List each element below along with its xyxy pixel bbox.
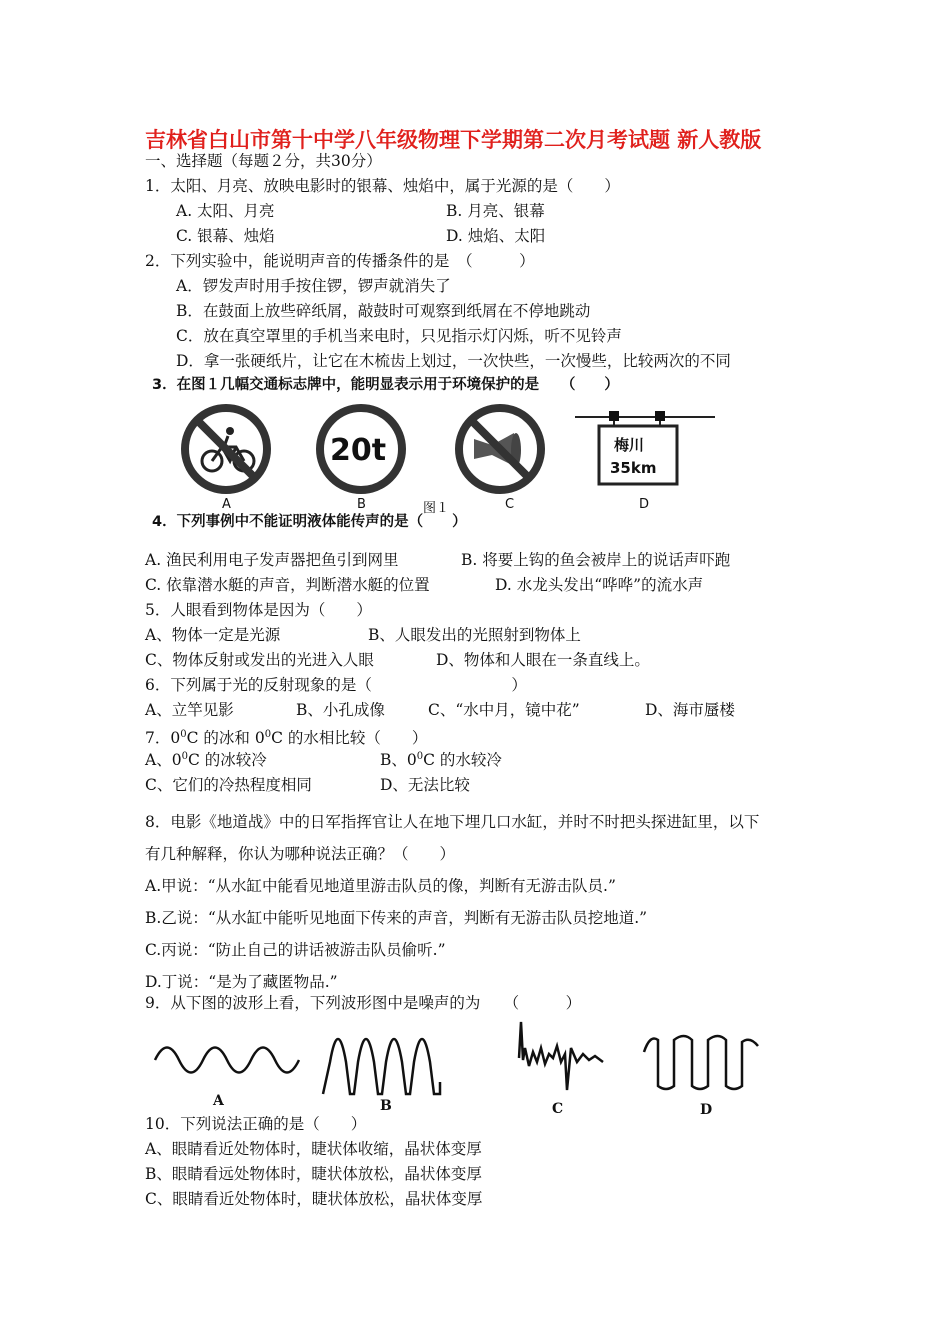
q7-option-d: D、无法比较 <box>380 776 470 794</box>
q7-option-b: B、$0^0C$ 的水较冷 <box>380 751 502 770</box>
sign-b-text: 20t <box>330 433 387 468</box>
q1-option-c: C. 银幕、烛焰 <box>176 227 275 245</box>
q2-option-b: B．在鼓面上放些碎纸屑，敲鼓时可观察到纸屑在不停地跳动 <box>176 302 591 320</box>
waveform-label-d: D <box>700 1102 713 1118</box>
question-10-stem: 10．下列说法正确的是（ ） <box>145 1115 367 1133</box>
question-8-stem-line2: 有几种解释，你认为哪种说法正确？（ ） <box>145 845 456 863</box>
sign-label-b: B <box>357 497 366 512</box>
question-7-stem: 7．$0^0C$ 的冰和 $0^0C$ 的水相比较（ ） <box>145 729 428 748</box>
q2-option-d: D．拿一张硬纸片，让它在木梳齿上划过，一次快些，一次慢些，比较两次的不同 <box>176 352 731 370</box>
q5-option-d: D、物体和人眼在一条直线上。 <box>436 651 650 669</box>
figure-caption: 图１ <box>423 501 450 516</box>
q8-option-c: C.丙说：“防止自己的讲话被游击队员偷听.” <box>145 941 446 959</box>
waveform-a <box>150 1030 300 1080</box>
q8-option-d: D.丁说：“是为了藏匿物品.” <box>145 973 338 991</box>
q8-option-b: B.乙说：“从水缸中能听见地面下传来的声音，判断有无游击队员挖地道.” <box>145 909 648 927</box>
sign-d-place: 梅川 <box>614 436 645 454</box>
q10-option-b: B、眼睛看远处物体时，睫状体放松，晶状体变厚 <box>145 1165 482 1183</box>
question-2-stem: 2．下列实验中，能说明声音的传播条件的是 （ ） <box>145 252 535 270</box>
waveform-label-c: C <box>552 1101 564 1117</box>
q4-option-b: B. 将要上钩的鱼会被岸上的说话声吓跑 <box>461 551 731 569</box>
q7-option-a: A、$0^0C$ 的冰较冷 <box>145 751 267 770</box>
q8-option-a: A.甲说：“从水缸中能看见地道里游击队员的像，判断有无游击队员.” <box>145 877 616 895</box>
sign-no-bicycle <box>178 403 276 497</box>
q6-option-b: B、小孔成像 <box>296 701 385 719</box>
sign-label-c: C <box>505 497 515 512</box>
q6-option-d: D、海市蜃楼 <box>645 701 735 719</box>
sign-d-distance: 35km <box>610 459 657 477</box>
q2-option-c: C．放在真空罩里的手机当来电时，只见指示灯闪烁，听不见铃声 <box>176 327 622 345</box>
q1-option-b: B. 月亮、银幕 <box>446 202 545 220</box>
sign-label-a: A <box>222 497 231 512</box>
question-1-stem: 1．太阳、月亮、放映电影时的银幕、烛焰中，属于光源的是（ ） <box>145 177 620 195</box>
waveform-label-a: A <box>213 1093 224 1109</box>
q6-option-c: C、“水中月，镜中花” <box>428 701 580 719</box>
question-4-stem: 4．下列事例中不能证明液体能传声的是（ ） <box>152 514 467 530</box>
sign-no-horn <box>452 403 550 497</box>
q1-option-d: D. 烛焰、太阳 <box>446 227 546 245</box>
waveform-c <box>515 1018 615 1096</box>
question-9-stem: 9．从下图的波形上看，下列波形图中是噪声的为 （ ） <box>145 994 582 1012</box>
question-3-stem: 3．在图１几幅交通标志牌中，能明显表示用于环境保护的是 （ ） <box>152 377 619 393</box>
q4-option-a: A. 渔民利用电子发声器把鱼引到网里 <box>145 551 399 569</box>
q10-option-a: A、眼睛看近处物体时，睫状体收缩，晶状体变厚 <box>145 1140 482 1158</box>
question-8-stem-line1: 8．电影《地道战》中的日军指挥官让人在地下埋几口水缸，并时不时把头探进缸里，以下 <box>145 813 760 831</box>
q7-option-c: C、它们的冷热程度相同 <box>145 776 312 794</box>
waveform-label-b: B <box>380 1098 392 1114</box>
q5-option-c: C、物体反射或发出的光进入人眼 <box>145 651 374 669</box>
q5-option-b: B、人眼发出的光照射到物体上 <box>368 626 581 644</box>
q4-option-d: D. 水龙头发出“哗哗”的流水声 <box>495 576 704 594</box>
q2-option-a: A．锣发声时用手按住锣，锣声就消失了 <box>176 277 451 295</box>
sign-label-d: D <box>639 497 650 512</box>
q5-option-a: A、物体一定是光源 <box>145 626 281 644</box>
page-title: 吉林省白山市第十中学八年级物理下学期第二次月考试题 新人教版 <box>145 128 762 152</box>
question-6-stem: 6．下列属于光的反射现象的是（ ） <box>145 676 527 694</box>
waveform-b <box>318 1022 468 1098</box>
question-5-stem: 5．人眼看到物体是因为（ ） <box>145 601 372 619</box>
section-heading: 一、选择题（每题２分，共30分） <box>145 152 382 170</box>
q4-option-c: C. 依靠潜水艇的声音，判断潜水艇的位置 <box>145 576 430 594</box>
waveform-d <box>640 1030 765 1092</box>
q6-option-a: A、立竿见影 <box>145 701 234 719</box>
q10-option-c: C、眼睛看近处物体时，睫状体放松，晶状体变厚 <box>145 1190 483 1208</box>
q1-option-a: A. 太阳、月亮 <box>176 202 275 220</box>
